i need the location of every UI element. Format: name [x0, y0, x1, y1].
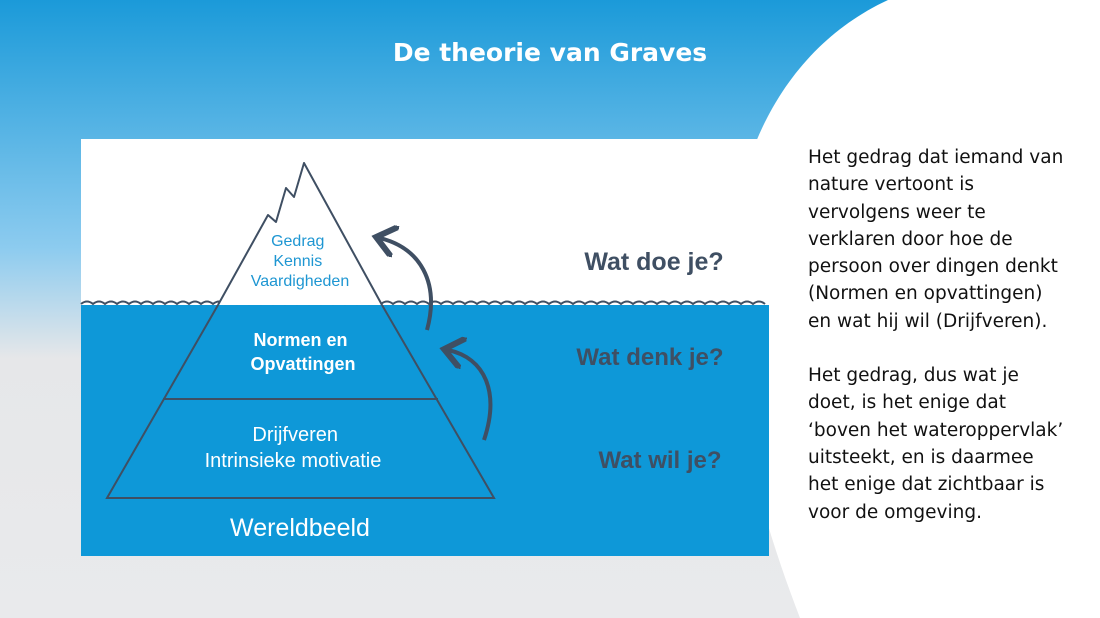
level-top-line-1: Gedrag	[271, 233, 325, 250]
base-label: Wereldbeeld	[230, 514, 370, 542]
question-top: Wat doe je?	[584, 248, 724, 276]
question-bottom: Wat wil je?	[598, 447, 722, 474]
iceberg-diagram	[81, 139, 769, 556]
level-bottom-line-1: Drijfveren	[252, 424, 339, 446]
water-area	[81, 305, 769, 556]
level-middle-line-2: Opvattingen	[250, 354, 356, 374]
explanation-paragraph-2: Het gedrag, dus wat je doet, is het enige dat ‘boven het wateroppervlak’ uitsteekt, en is daarmee het enige dat zichtbaar is voor de omgeving.	[808, 365, 1064, 523]
explanation-paragraph-1: Het gedrag dat iemand van nature vertoont is vervolgens weer te verklaren door hoe de persoon over dingen denkt (Normen en opvattingen) en wat hij wil (Drijfveren).	[808, 147, 1064, 332]
level-middle-line-1: Normen en	[253, 330, 348, 350]
level-top-line-2: Kennis	[273, 253, 323, 270]
explanation-text	[808, 144, 1068, 526]
sky-area	[81, 139, 769, 305]
level-top-line-3: Vaardigheden	[250, 273, 350, 290]
slide-title: De theorie van Graves	[392, 38, 708, 67]
question-middle: Wat denk je?	[576, 344, 724, 371]
level-bottom-line-2: Intrinsieke motivatie	[204, 450, 382, 472]
